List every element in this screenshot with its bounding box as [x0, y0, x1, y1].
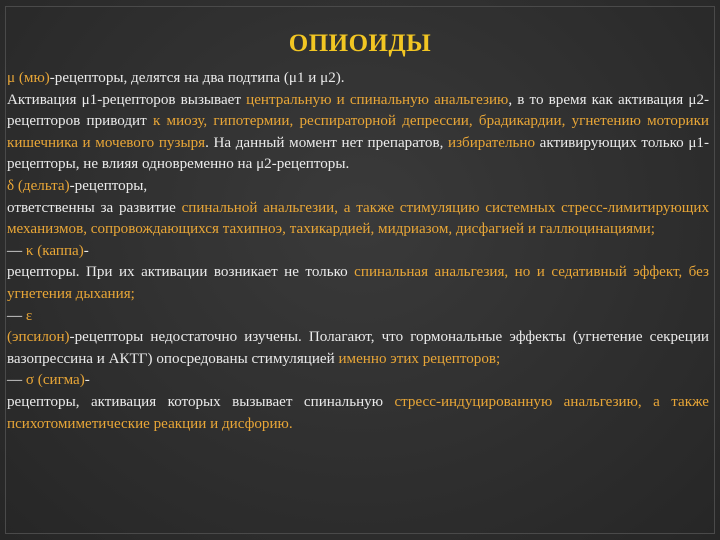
delta-highlight-1: спинальной анальгезии, а также стимуляцию системных стресс-лимитирующих механизмов, сопровождающихся тахипноэ, тахикардией, мидриазом, дисфагией и галлюцинациями;	[7, 199, 710, 238]
sigma-receptors-heading	[7, 370, 709, 392]
mu-highlight-3: избирательно	[448, 134, 535, 151]
kappa-name: (каппа)	[33, 242, 84, 259]
kappa-highlight-1: спинальная анальгезия, но и седативный эффект, без угнетения дыхания;	[7, 264, 709, 302]
sigma-highlight-1: стресс-индуцированную анальгезию, а также психотомиметические реакции и дисфорию.	[7, 393, 709, 432]
kappa-receptors-heading	[7, 241, 709, 263]
epsilon-dash: —	[7, 307, 26, 324]
sigma-symbol: σ	[25, 372, 35, 389]
kappa-receptors-paragraph	[7, 262, 709, 305]
delta-symbol: δ	[7, 177, 15, 194]
sigma-text-2: рецепторы, активация которых вызывает спинальную	[7, 393, 395, 410]
kappa-symbol: κ	[25, 242, 34, 259]
delta-name: (дельта)	[14, 177, 70, 194]
sigma-receptors-paragraph	[7, 392, 709, 435]
delta-receptors-paragraph	[7, 198, 709, 241]
epsilon-name: (эпсилон)	[7, 329, 70, 346]
epsilon-highlight-1: именно этих рецепторов;	[338, 350, 501, 367]
delta-receptors-heading	[7, 176, 709, 198]
sigma-dash: —	[7, 372, 26, 389]
slide-body	[7, 68, 709, 435]
epsilon-text-1: -рецепторы недостаточно изучены. Полагают, что гормональные эффекты (угнетение секреции вазопрессина и АКТГ) опосредованы стимуляцией	[7, 329, 709, 367]
mu-text-4: . На данный момент нет препаратов,	[205, 134, 448, 151]
mu-text-3: , в то время как активация μ2-рецепторов приводит	[7, 91, 710, 130]
mu-highlight-1: центральную и спинальную анальгезию	[246, 91, 509, 108]
sigma-text-1: -	[84, 372, 90, 389]
slide-title: ОПИОИДЫ	[288, 30, 432, 57]
mu-text-1: -рецепторы, делятся на два подтипа (μ1 и μ2).	[49, 70, 345, 86]
epsilon-receptors-paragraph	[7, 327, 709, 370]
sigma-name: (сигма)	[34, 372, 85, 389]
mu-text-2: Активация μ1-рецепторов вызывает	[7, 91, 247, 108]
mu-text-5: активирующих только μ1-рецепторы, не влияя одновременно на μ2-рецепторы.	[7, 134, 710, 173]
kappa-text-2: рецепторы. При их активации возникает не только	[7, 264, 355, 281]
epsilon-receptors-heading	[7, 306, 709, 328]
delta-text-2: ответственны за развитие	[7, 199, 182, 216]
kappa-dash: —	[7, 242, 26, 259]
mu-name: (мю)	[15, 70, 50, 86]
mu-activation-paragraph	[7, 90, 709, 176]
delta-text-1: -рецепторы,	[69, 177, 148, 194]
epsilon-symbol: ε	[25, 307, 33, 324]
mu-receptors-paragraph	[7, 68, 709, 90]
kappa-text-1: -	[83, 242, 89, 259]
mu-highlight-2: к миозу, гипотермии, респираторной депрессии, брадикардии, угнетению моторики кишечника и мочевого пузыря	[7, 113, 709, 151]
mu-symbol: μ	[7, 70, 16, 86]
